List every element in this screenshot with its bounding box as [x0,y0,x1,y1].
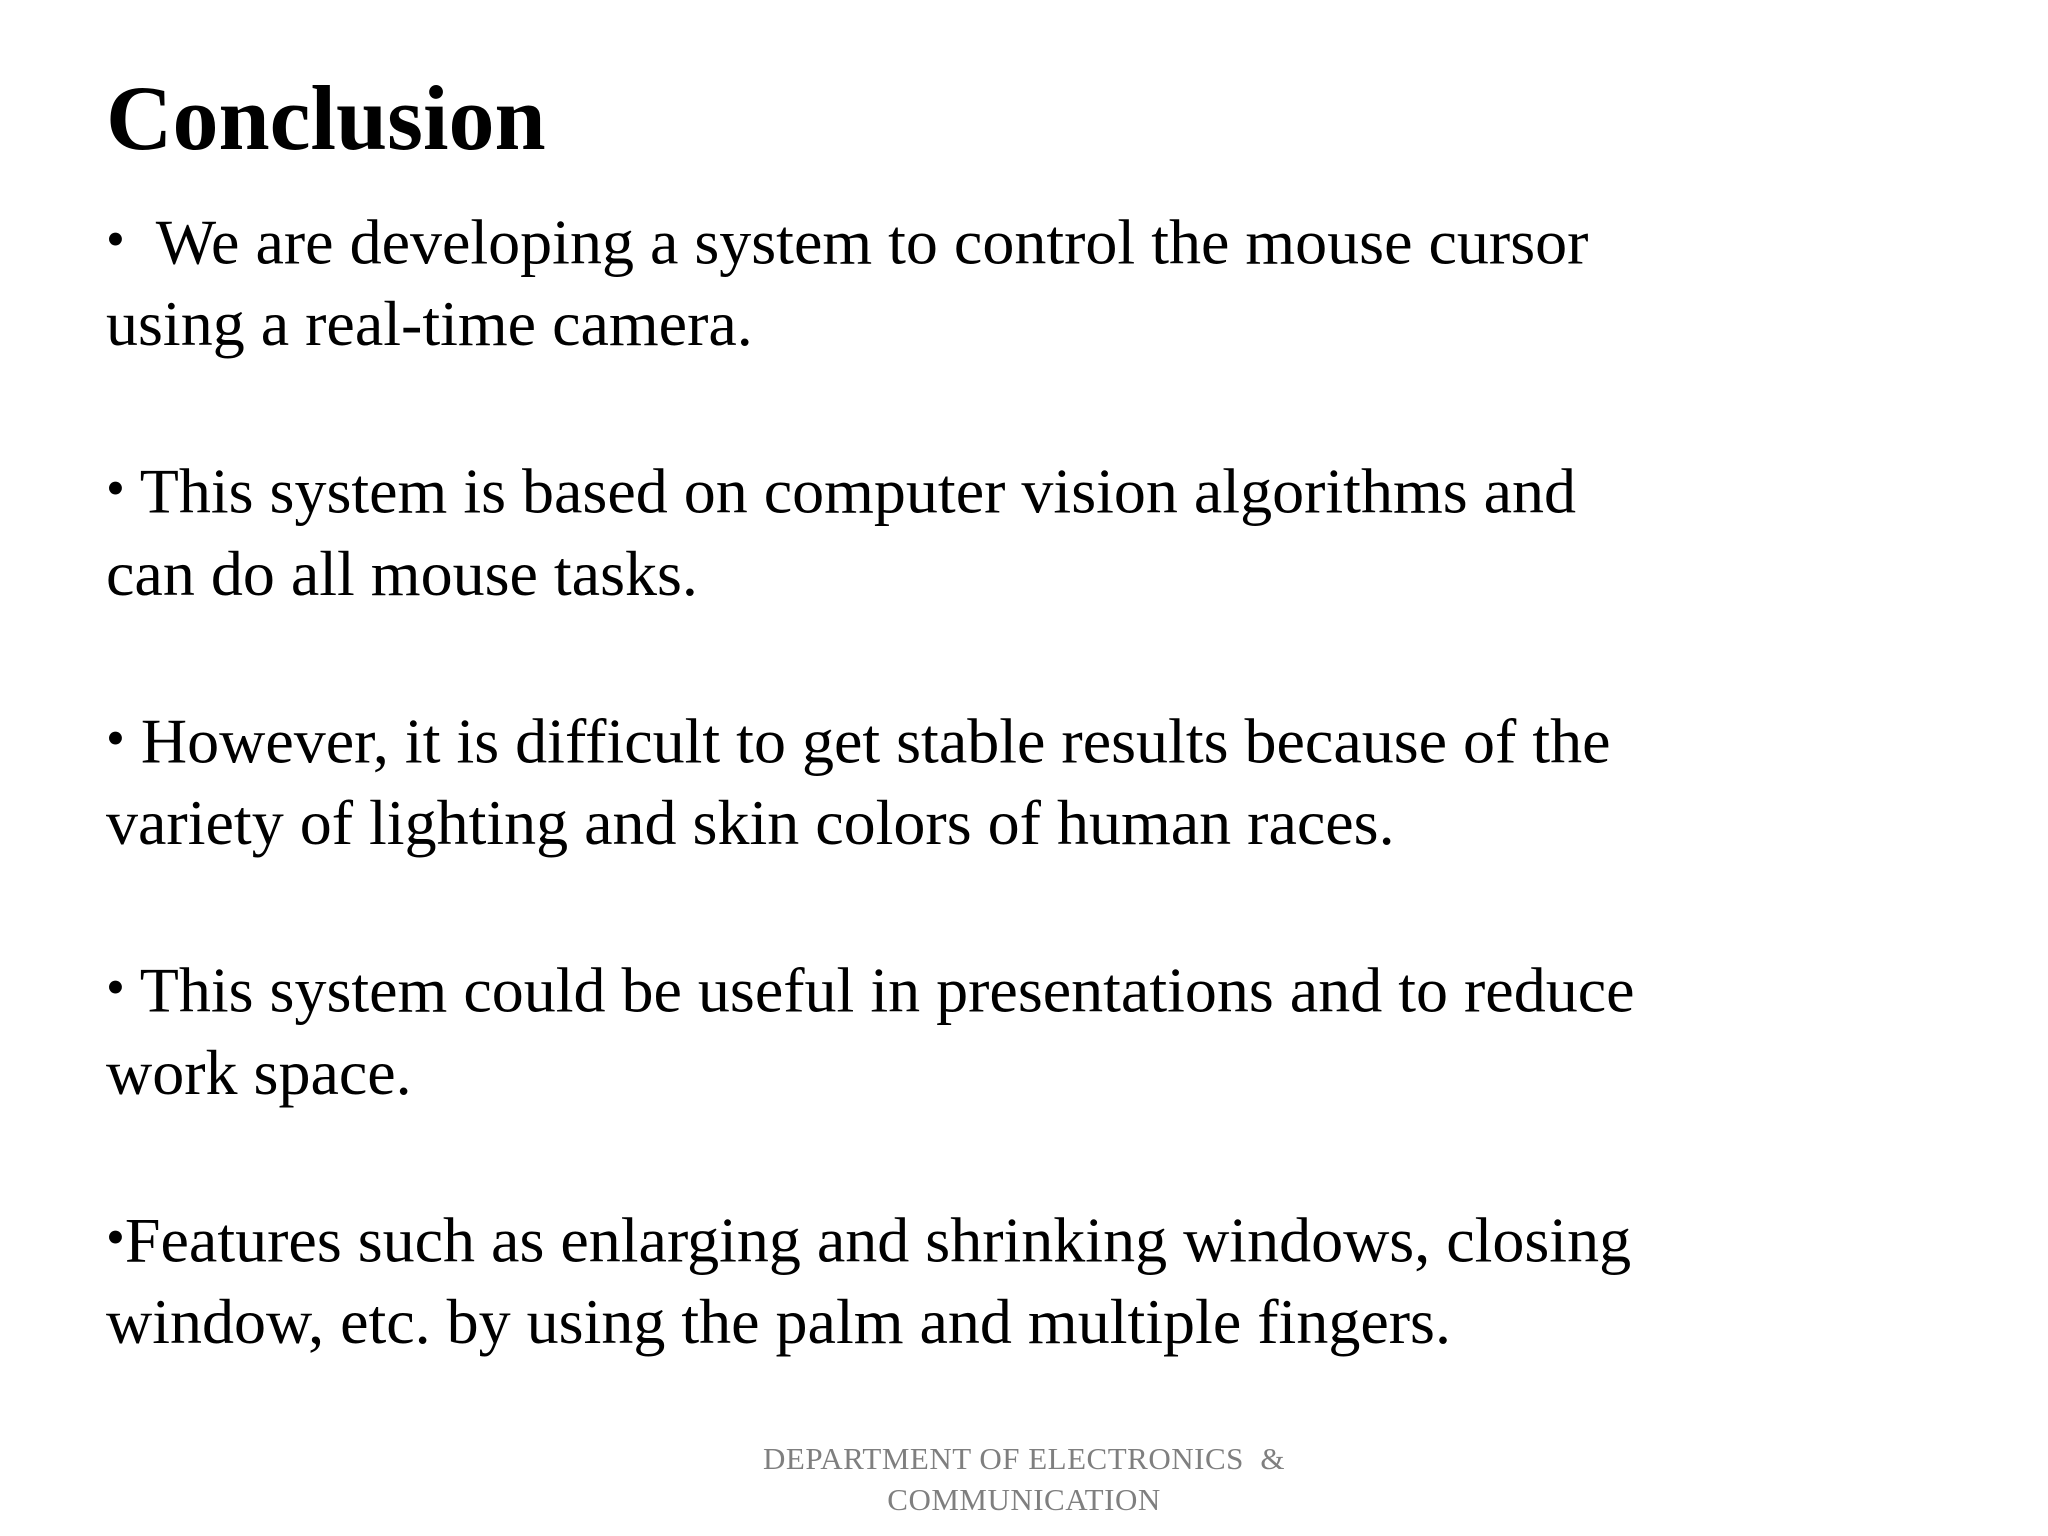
bullet-item [106,198,1826,365]
bullet-item [106,697,1826,864]
slide-footer [0,1438,2048,1520]
slide-title: Conclusion [106,67,546,169]
bullet-item [106,946,1826,1113]
bullet-text: Features such as enlarging and shrinking windows, closing window, etc. by using the palm and multiple fingers. [106,1204,1632,1358]
bullet-list [106,198,1826,1363]
footer-department-line: DEPARTMENT OF ELECTRONICS & [763,1441,1285,1476]
bullet-text: However, it is difficult to get stable results because of the variety of lighting and skin colors of human races. [106,705,1611,859]
bullet-dot-icon: • [106,458,125,519]
bullet-dot-icon: • [106,209,125,269]
footer-communication-line: COMMUNICATION [887,1482,1161,1517]
bullet-dot-icon: • [106,707,125,768]
bullet-item [106,1196,1826,1363]
bullet-item [106,447,1826,614]
bullet-text: We are developing a system to control the mouse cursor using a real-time camera. [106,206,1589,360]
bullet-dot-icon: • [106,957,125,1018]
bullet-text: This system is based on computer vision algorithms and can do all mouse tasks. [106,455,1577,609]
bullet-text: This system could be useful in presentations and to reduce work space. [106,954,1635,1108]
bullet-dot-icon: • [106,1206,125,1267]
